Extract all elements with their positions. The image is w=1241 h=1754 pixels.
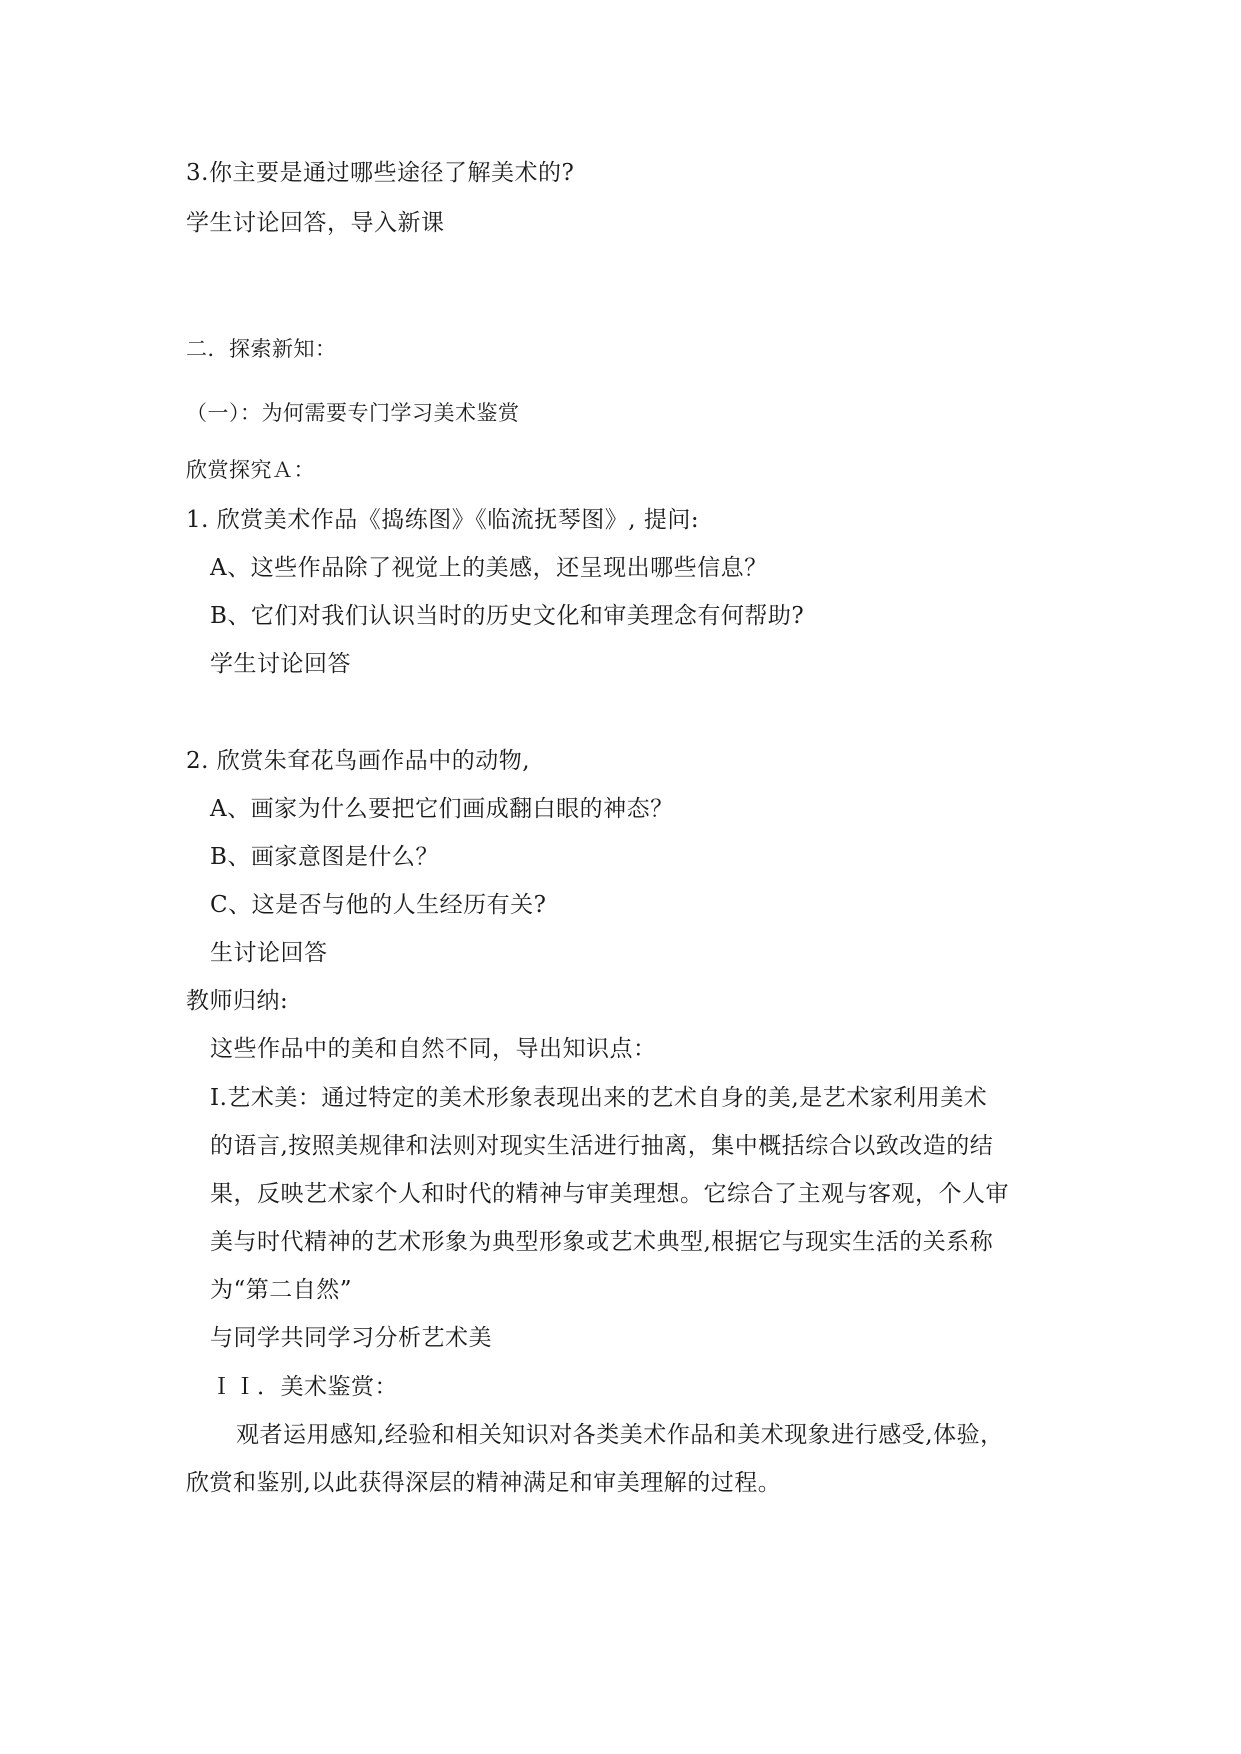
teacher-summary-label: 教师归纳: (186, 988, 289, 1014)
art-beauty-line-4: 美与时代精神的艺术形象为典型形象或艺术典型,根据它与现实生活的关系称 (210, 1229, 994, 1255)
discussion-intro: 学生讨论回答，导入新课 (186, 210, 445, 236)
appreciation-line-2: 欣赏和鉴别,以此获得深层的精神满足和审美理解的过程。 (186, 1470, 782, 1496)
art-beauty-line-1: I.艺术美：通过特定的美术形象表现出来的艺术自身的美,是艺术家利用美术 (210, 1085, 988, 1111)
item-1: 1. 欣赏美术作品《捣练图》《临流抚琴图》, 提问: (186, 507, 700, 533)
section-2-title: 二．探索新知： (186, 337, 337, 361)
item-2: 2. 欣赏朱耷花鸟画作品中的动物, (186, 748, 531, 774)
item-2-question-b: B、画家意图是什么？ (210, 844, 439, 870)
art-beauty-line-5: 为“第二自然” (210, 1277, 353, 1303)
item-2-answer: 生讨论回答 (210, 940, 328, 966)
item-1-question-b: B、它们对我们认识当时的历史文化和审美理念有何帮助? (210, 603, 805, 629)
appreciation-title: ＩＩ．美术鉴赏： (210, 1374, 398, 1400)
explore-a-label: 欣赏探究Ａ： (186, 458, 315, 482)
art-beauty-line-3: 果，反映艺术家个人和时代的精神与审美理想。它综合了主观与客观，个人审 (210, 1181, 1009, 1207)
item-2-question-a: A、画家为什么要把它们画成翻白眼的神态？ (210, 796, 674, 822)
appreciation-line-1: 观者运用感知,经验和相关知识对各类美术作品和美术现象进行感受,体验， (236, 1422, 1004, 1448)
item-2-question-c: C、这是否与他的人生经历有关? (210, 892, 547, 918)
question-3: 3.你主要是通过哪些途径了解美术的? (186, 160, 575, 186)
art-beauty-line-2: 的语言,按照美规律和法则对现实生活进行抽离，集中概括综合以致改造的结 (210, 1133, 994, 1159)
item-1-answer: 学生讨论回答 (210, 651, 351, 677)
summary-intro: 这些作品中的美和自然不同，导出知识点： (210, 1036, 657, 1062)
item-1-question-a: A、这些作品除了视觉上的美感，还呈现出哪些信息？ (210, 555, 768, 581)
art-beauty-analysis: 与同学共同学习分析艺术美 (210, 1325, 492, 1351)
subsection-1-title: （一）：为何需要专门学习美术鉴赏 (186, 401, 520, 425)
